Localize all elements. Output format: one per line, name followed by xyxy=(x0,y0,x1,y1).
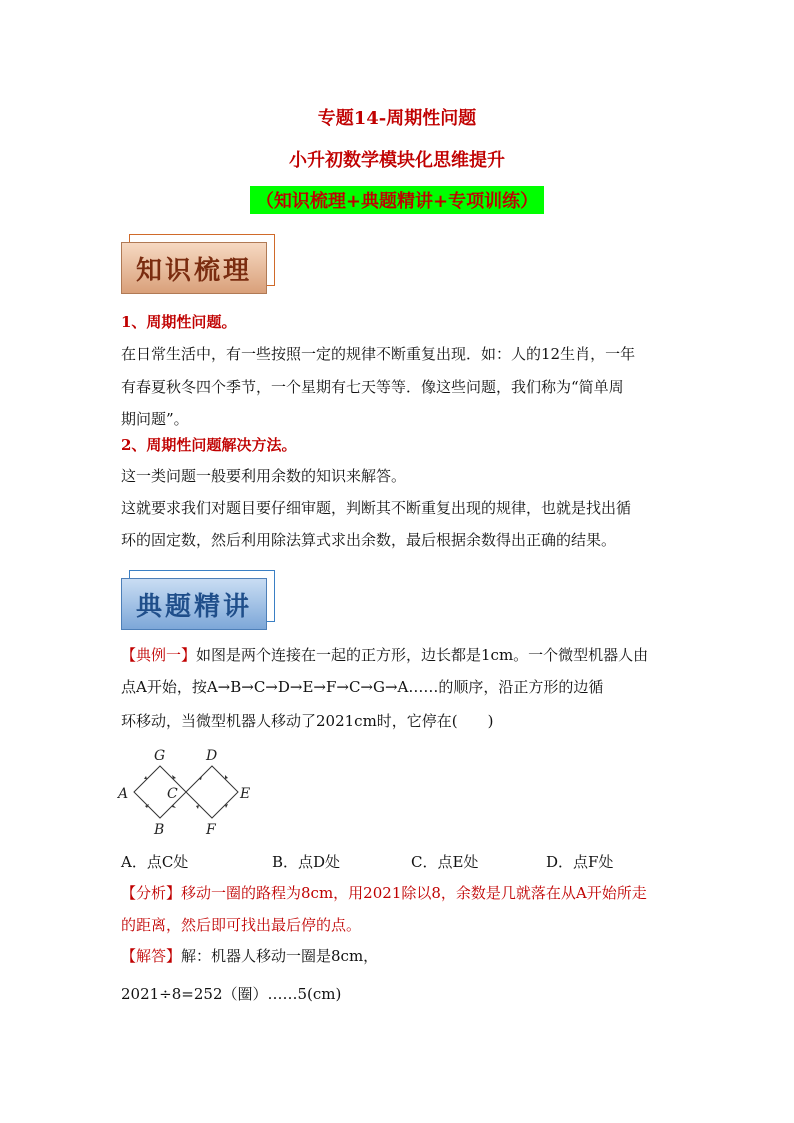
point2-heading: 2、周期性问题解决方法。 xyxy=(121,436,297,454)
title-tag: （知识梳理+典题精讲+专项训练） xyxy=(250,186,544,214)
label-G: G xyxy=(154,748,166,764)
example-label: 【典例一】 xyxy=(121,646,197,664)
point1-line1: 在日常生活中，有一些按照一定的规律不断重复出现．如：人的12生肖，一年 xyxy=(121,345,636,363)
option-a: A．点C处 xyxy=(121,853,189,871)
analysis-line1 xyxy=(121,883,681,903)
option-d: D．点F处 xyxy=(546,853,614,871)
section-banner-examples xyxy=(121,578,271,634)
point1-line3: 期问题”。 xyxy=(121,410,189,428)
section-banner-knowledge xyxy=(121,242,271,298)
title-tag-row xyxy=(0,186,794,214)
point1-line2: 有春夏秋冬四个季节，一个星期有七天等等．像这些问题，我们称为“简单周 xyxy=(121,378,624,396)
point2-line3: 环的固定数，然后利用除法算式求出余数，最后根据余数得出正确的结果。 xyxy=(121,531,617,549)
two-squares-diagram xyxy=(116,748,256,838)
option-b: B．点D处 xyxy=(272,853,341,871)
point1-heading: 1、周期性问题。 xyxy=(121,313,237,331)
label-E: E xyxy=(240,786,251,802)
page-subtitle: 小升初数学模块化思维提升 xyxy=(289,150,505,171)
example-text1: 如图是两个连接在一起的正方形，边长都是1cm。一个微型机器人由 xyxy=(196,646,649,664)
banner-label: 典题精讲 xyxy=(121,578,267,630)
answer-label: 【解答】 xyxy=(121,947,182,965)
example-line1 xyxy=(121,645,681,665)
answer-line2: 2021÷8=252（圈）……5(cm) xyxy=(121,985,342,1003)
analysis-text1: 移动一圈的路程为8cm，用2021除以8，余数是几就落在从A开始所走 xyxy=(181,884,647,902)
left-square xyxy=(134,766,186,818)
example-line3: 环移动，当微型机器人移动了2021cm时，它停在( ) xyxy=(121,712,494,730)
analysis-label: 【分析】 xyxy=(121,884,182,902)
label-F: F xyxy=(206,822,216,838)
point2-line1: 这一类问题一般要利用余数的知识来解答。 xyxy=(121,467,407,485)
label-B: B xyxy=(154,822,165,838)
analysis-line2: 的距离，然后即可找出最后停的点。 xyxy=(121,916,362,934)
banner-label: 知识梳理 xyxy=(121,242,267,294)
example-line2: 点A开始，按A→B→C→D→E→F→C→G→A……的顺序，沿正方形的边循 xyxy=(121,678,604,696)
label-A: A xyxy=(118,786,129,802)
option-c: C．点E处 xyxy=(411,853,479,871)
right-square xyxy=(186,766,238,818)
label-C: C xyxy=(167,786,178,802)
answer-text1: 解：机器人移动一圈是8cm， xyxy=(181,947,379,965)
answer-line1 xyxy=(121,946,681,966)
page-title: 专题14-周期性问题 xyxy=(317,108,477,129)
point2-line2: 这就要求我们对题目要仔细审题，判断其不断重复出现的规律，也就是找出循 xyxy=(121,499,632,517)
label-D: D xyxy=(206,748,218,764)
